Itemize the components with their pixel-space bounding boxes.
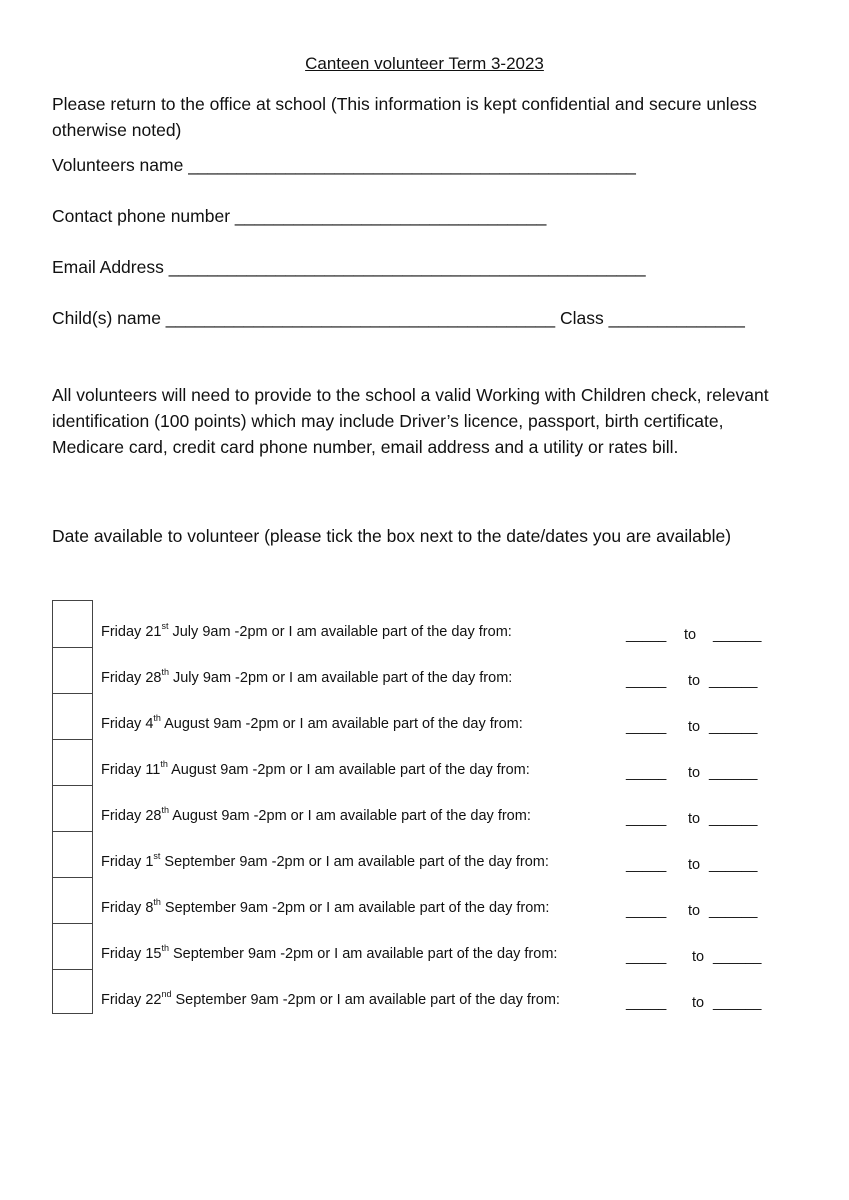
date-checkbox[interactable] — [53, 969, 92, 1015]
availability-instruction: Date available to volunteer (please tick the box next to the date/dates you are available) — [52, 526, 732, 546]
to-time-line[interactable]: ______ — [713, 627, 762, 643]
date-checkbox[interactable] — [53, 877, 92, 924]
to-time-line[interactable]: ______ — [713, 949, 762, 965]
from-time-line[interactable]: _____ — [626, 995, 667, 1011]
to-label: to — [688, 719, 701, 735]
class-label: Class — [555, 308, 609, 328]
from-time-line[interactable]: _____ — [626, 673, 667, 689]
to-time-line[interactable]: ______ — [709, 673, 758, 689]
to-label: to — [688, 765, 701, 781]
from-time-line[interactable]: _____ — [626, 903, 667, 919]
to-label: to — [688, 903, 701, 919]
date-row-label: Friday 1st September 9am -2pm or I am available part of the day from: — [101, 851, 549, 870]
date-checkbox[interactable] — [53, 647, 92, 694]
from-time-line[interactable]: _____ — [626, 719, 667, 735]
intro-text: Please return to the office at school (This information is kept confidential and secure unless otherwise noted) — [52, 94, 757, 140]
date-row-label: Friday 21st July 9am -2pm or I am available part of the day from: — [101, 621, 512, 640]
to-label: to — [692, 995, 705, 1011]
to-time-line[interactable]: ______ — [713, 995, 762, 1011]
field-line[interactable]: ________________________________________ — [165, 308, 556, 328]
from-time-line[interactable]: _____ — [626, 811, 667, 827]
field-line[interactable]: ________________________________ — [234, 206, 547, 226]
to-time-line[interactable]: ______ — [709, 719, 758, 735]
from-time-line[interactable]: _____ — [626, 627, 667, 643]
to-time-line[interactable]: ______ — [709, 811, 758, 827]
from-time-line[interactable]: _____ — [626, 949, 667, 965]
date-row-label: Friday 15th September 9am -2pm or I am available part of the day from: — [101, 943, 558, 962]
to-label: to — [688, 857, 701, 873]
to-label: to — [688, 673, 701, 689]
to-label: to — [692, 949, 705, 965]
field-line[interactable]: _________________________________________________ — [168, 257, 646, 277]
contact-phone-field[interactable] — [52, 206, 546, 227]
field-label: Child(s) name — [52, 308, 166, 328]
child-name-field[interactable] — [52, 308, 745, 329]
to-label: to — [688, 811, 701, 827]
requirements-text: All volunteers will need to provide to the school a valid Working with Children check, relevant identification (100 points) which may include Driver’s licence, passport, birth certificate, Medicare card, credit card phone number, email address and a utility or rates bill. — [52, 385, 769, 457]
from-time-line[interactable]: _____ — [626, 857, 667, 873]
date-row-label: Friday 28th July 9am -2pm or I am available part of the day from: — [101, 667, 513, 686]
to-time-line[interactable]: ______ — [709, 857, 758, 873]
date-row-label: Friday 11th August 9am -2pm or I am available part of the day from: — [101, 759, 530, 778]
date-row-label: Friday 28th August 9am -2pm or I am available part of the day from: — [101, 805, 531, 824]
form-title: Canteen volunteer Term 3-2023 — [305, 54, 544, 73]
to-time-line[interactable]: ______ — [709, 903, 758, 919]
class-line[interactable]: ______________ — [608, 308, 745, 328]
date-checkbox[interactable] — [53, 739, 92, 786]
to-label: to — [684, 627, 697, 643]
checkbox-column — [52, 600, 93, 1014]
field-line[interactable]: ______________________________________________ — [188, 155, 636, 175]
field-label: Volunteers name — [52, 155, 189, 175]
date-row-label: Friday 8th September 9am -2pm or I am available part of the day from: — [101, 897, 550, 916]
field-label: Contact phone number — [52, 206, 235, 226]
date-checkbox[interactable] — [53, 831, 92, 878]
from-time-line[interactable]: _____ — [626, 765, 667, 781]
date-checkbox[interactable] — [53, 601, 92, 647]
date-row-label: Friday 22nd September 9am -2pm or I am available part of the day from: — [101, 989, 560, 1008]
field-label: Email Address — [52, 257, 169, 277]
date-row-label: Friday 4th August 9am -2pm or I am available part of the day from: — [101, 713, 523, 732]
volunteer-name-field[interactable] — [52, 155, 636, 176]
email-address-field[interactable] — [52, 257, 646, 278]
to-time-line[interactable]: ______ — [709, 765, 758, 781]
date-checkbox[interactable] — [53, 693, 92, 740]
date-checkbox[interactable] — [53, 923, 92, 970]
date-checkbox[interactable] — [53, 785, 92, 832]
